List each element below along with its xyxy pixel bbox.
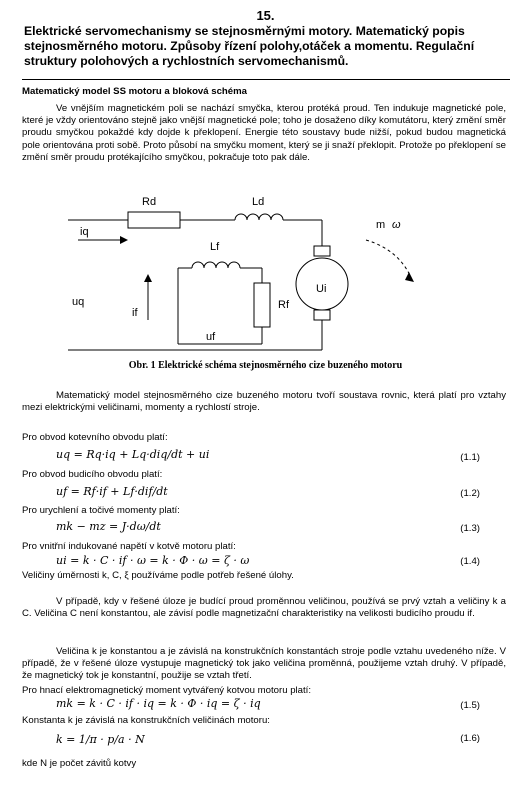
eq-number-1-5: (1.5): [460, 700, 480, 711]
equation-1-1: uq = Rq·iq + Lq·diq/dt + ui: [56, 448, 210, 461]
section-heading: Matematický model SS motoru a bloková schéma: [22, 86, 247, 97]
label-ld: Ld: [252, 196, 265, 208]
label-rd: Rd: [142, 196, 157, 208]
page-title: Elektrické servomechanismy se stejnosměrnými motory. Matematický popis stejnosměrného motoru. Způsoby řízení polohy,otáček a momentu. Regulační struktury polohových a rychlostních servomechanismů.: [24, 24, 475, 68]
figure-caption: Obr. 1 Elektrické schéma stejnosměrného cize buzeného motoru: [128, 360, 403, 371]
resistor-rf: [254, 283, 270, 327]
motor-circuit-diagram: [40, 180, 480, 360]
section-number: 15.: [256, 8, 275, 23]
equation-1-6: k = 1/π · p/a · N: [56, 733, 145, 746]
label-iq: iq: [80, 226, 89, 238]
equation-1-5: mk = k · C · if · iq = k · Φ · iq = ζ · iq: [56, 697, 261, 710]
eq-number-1-1: (1.1): [460, 452, 480, 463]
eq-label-1: Pro obvod kotevního obvodu platí:: [22, 432, 168, 443]
eq-number-1-4: (1.4): [460, 556, 480, 567]
label-lf: Lf: [210, 241, 220, 253]
paragraph-model: Matematický model stejnosměrného cize buzeného motoru tvoří soustava rovnic, která platí pro vztahy mezi elektrickými veličinami, momenty a rychlostí stroje.: [22, 390, 506, 414]
label-m: m: [376, 219, 386, 231]
intro-paragraph: Ve vnějším magnetickém poli se nachází smyčka, kterou protéká proud. Ten indukuje magnetické pole, které je vždy orientováno stejně jako vnější magnetické pole; toho je dosaženo díky komutátoru, který změní směr proudu smyčkou pokaždé kdy dojde k překlopení. Energie této soustavy bude nižší, pokud budou magnetická pole orientována proti sobě. Proto působí na smyčku moment, který se ji snaží překlopit. Protože po překlopení se změní směr proudu protékajícího smyčkou, pokračuje toto pak dále.: [22, 103, 506, 163]
label-rf: Rf: [278, 299, 289, 311]
resistor-rd: [128, 212, 180, 228]
paragraph-variable-current: V případě, kdy v řešené úloze je budící proud proměnnou veličinou, používá se prvý vztah a veličiny k a C. Veličina C není konstantou, ale závisí podle magnetizační charakteristiky na velikosti budicího proudu if.: [22, 596, 506, 620]
label-omega: ω: [392, 219, 401, 231]
label-ui: Ui: [316, 283, 327, 295]
label-uf: uf: [206, 331, 216, 343]
eq-label-5: Pro hnací elektromagnetický moment vytvářený kotvou motoru platí:: [22, 685, 312, 696]
motor-brush-top: [314, 246, 330, 256]
equation-1-4: ui = k · C · if · ω = k · Φ · ω = ζ · ω: [56, 554, 250, 567]
eq-number-1-2: (1.2): [460, 488, 480, 499]
label-if: if: [132, 307, 138, 319]
label-uq: uq: [72, 296, 85, 308]
motor-brush-bottom: [314, 310, 330, 320]
eq-label-2: Pro obvod budicího obvodu platí:: [22, 469, 163, 480]
inductor-ld: [235, 214, 283, 220]
eq-number-1-3: (1.3): [460, 523, 480, 534]
inductor-lf: [192, 262, 240, 268]
equation-1-2: uf = Rf·if + Lf·dif/dt: [56, 485, 168, 498]
eq-label-6: Konstanta k je závislá na konstrukčních veličinách motoru:: [22, 715, 270, 726]
constants-note: Veličiny úměrnosti k, C, ξ používáme podle potřeb řešené úlohy.: [22, 570, 294, 581]
eq-label-4: Pro vnitřní indukované napětí v kotvě motoru platí:: [22, 541, 236, 552]
title-divider: [22, 79, 510, 80]
eq-number-1-6: (1.6): [460, 733, 480, 744]
paragraph-constant-k: Veličina k je konstantou a je závislá na konstrukčních konstantách stroje podle vztahu uvedeného níže. V případě, že v řešené úloze vystupuje magnetický tok jako veličina proměnná, použijeme vztah druhý. V případě, že magnetický tok je konstantní, použije se vztah třetí.: [22, 646, 506, 682]
equation-1-3: mk − mz = J·dω/dt: [56, 520, 161, 533]
eq-label-3: Pro urychlení a točivé momenty platí:: [22, 505, 180, 516]
closing-note: kde N je počet závitů kotvy: [22, 758, 137, 769]
